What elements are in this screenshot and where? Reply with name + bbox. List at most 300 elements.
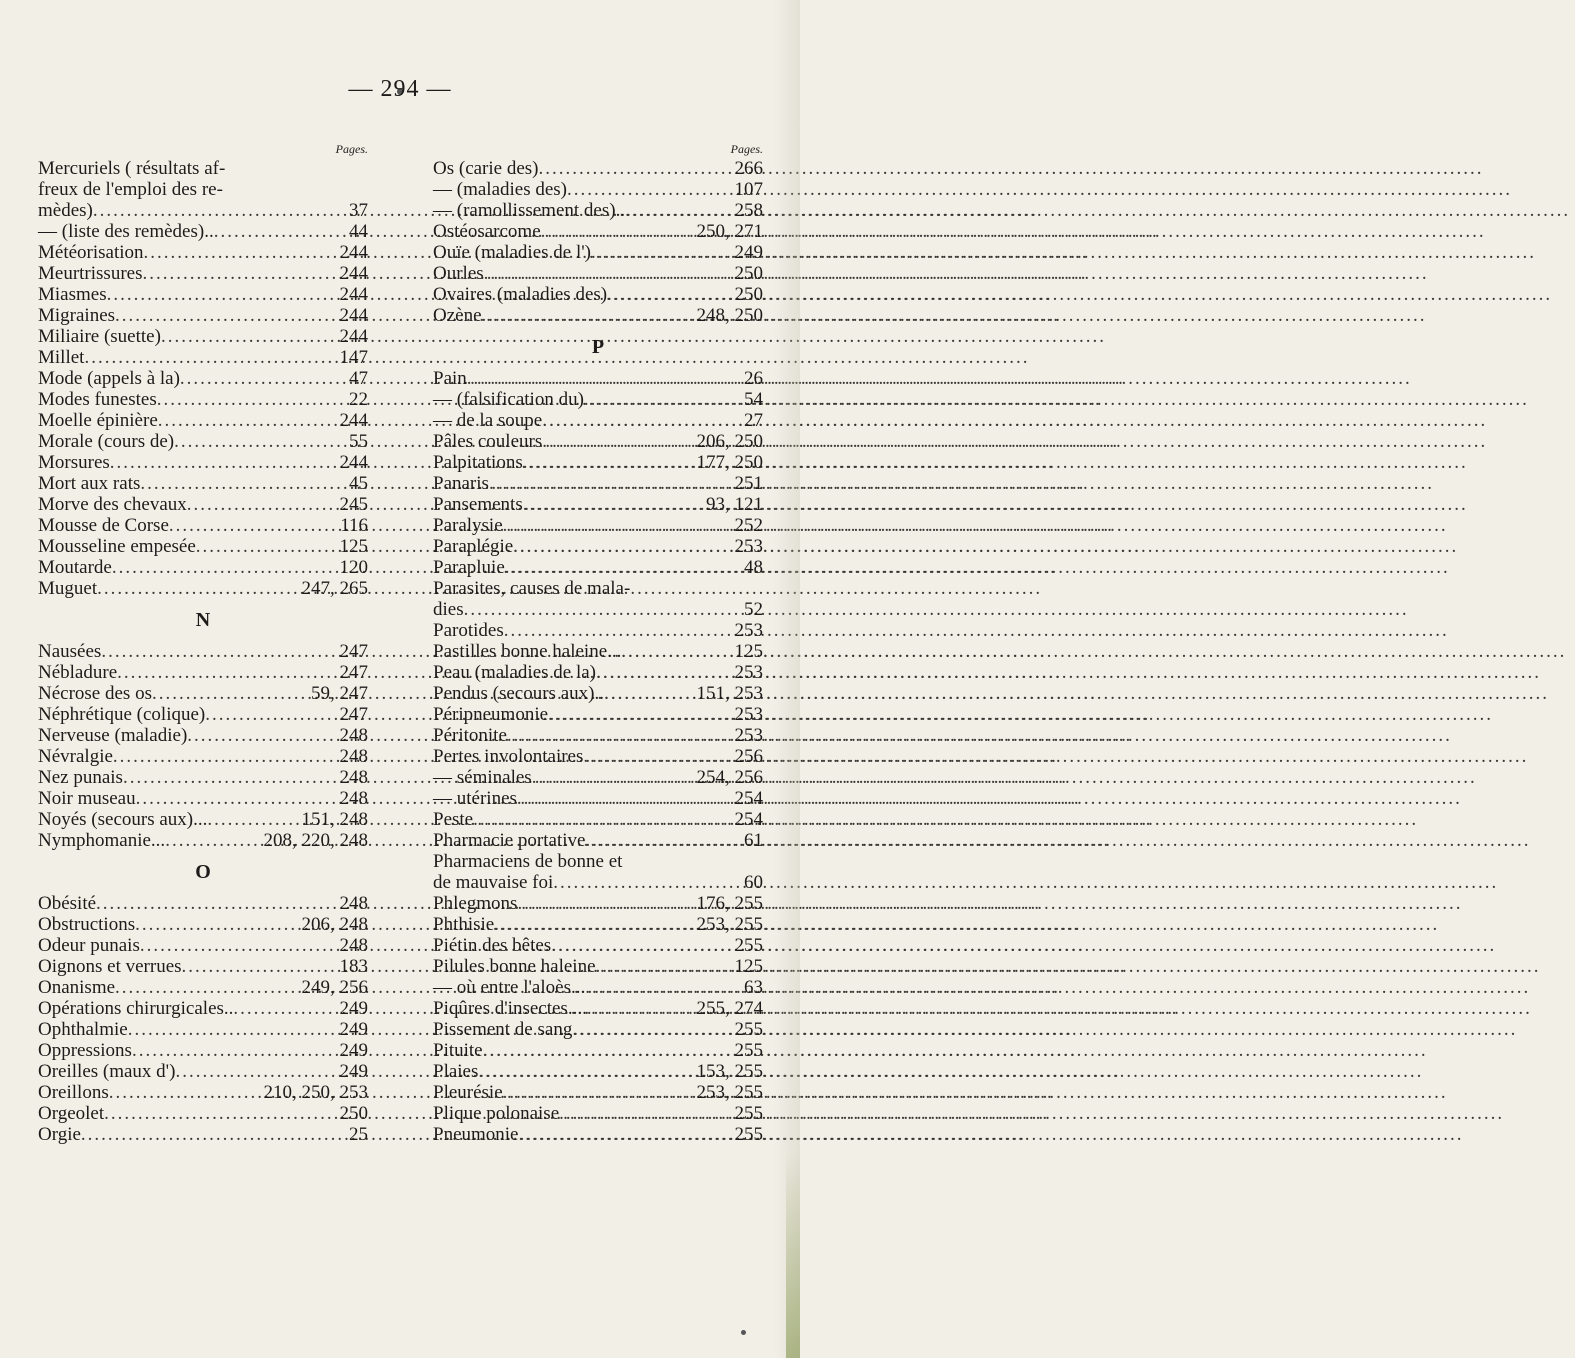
entry-page-numbers: 249, 256: [301, 977, 368, 998]
entry-label: Ozène: [433, 305, 482, 326]
index-entry: [433, 830, 763, 851]
index-entry: [38, 221, 368, 242]
index-entry: [433, 746, 763, 767]
pages-header: Pages.: [730, 142, 763, 156]
entry-label: Ostéosarcome: [433, 221, 541, 242]
entry-page-numbers: 25: [349, 1124, 368, 1145]
dot-leader: [517, 788, 733, 809]
dot-leader: [123, 767, 338, 788]
entry-page-numbers: 247: [339, 641, 368, 662]
entry-page-numbers: 47: [349, 368, 368, 389]
index-entry: [38, 1061, 368, 1082]
entry-page-numbers: 63: [744, 977, 763, 998]
entry-page-numbers: 258: [734, 200, 763, 221]
index-entry: [433, 788, 763, 809]
entry-label: Miliaire (suette): [38, 326, 161, 347]
entry-page-numbers: 247, 265: [301, 578, 368, 599]
dot-leader: [483, 1040, 733, 1061]
entry-page-numbers: 250: [734, 263, 763, 284]
index-entry: [433, 914, 763, 935]
entry-label: — séminales: [433, 767, 532, 788]
dot-leader: [113, 746, 338, 767]
entry-label: Piétin des bêtes: [433, 935, 552, 956]
entry-label: Néphrétique (colique): [38, 704, 206, 725]
dot-leader: [182, 956, 338, 977]
entry-page-numbers: 125: [734, 641, 763, 662]
index-entry: [38, 242, 368, 263]
dot-leader: [205, 704, 337, 725]
dot-leader: [523, 452, 695, 473]
entry-page-numbers: 125: [339, 536, 368, 557]
index-entry: [433, 872, 763, 893]
index-entry: [433, 893, 763, 914]
index-entry: [433, 515, 763, 536]
entry-page-numbers: 249: [339, 1061, 368, 1082]
index-entry: [433, 536, 763, 557]
entry-label: Millet: [38, 347, 85, 368]
entry-page-numbers: 22: [349, 389, 368, 410]
dot-leader: [161, 326, 338, 347]
entry-page-numbers: 244: [339, 242, 368, 263]
entry-label: Palpitations: [433, 452, 523, 473]
dot-leader: [207, 809, 299, 830]
entry-page-numbers: 253: [734, 725, 763, 746]
entry-page-numbers: 153, 255: [696, 1061, 763, 1082]
dot-leader: [505, 557, 742, 578]
dot-leader: [583, 746, 732, 767]
entry-label: Muguet: [38, 578, 98, 599]
entry-label: Mousseline empesée: [38, 536, 196, 557]
entry-label: Oignons et verrues: [38, 956, 182, 977]
entry-page-numbers: 253, 255: [696, 914, 763, 935]
dot-leader: [542, 410, 742, 431]
entry-page-numbers: 125: [734, 956, 763, 977]
entry-label: Paraplégie: [433, 536, 514, 557]
entry-label: — (falsification du): [433, 389, 584, 410]
dot-leader: [180, 368, 347, 389]
entry-label: Nez punais: [38, 767, 123, 788]
dot-leader: [96, 893, 337, 914]
page-number: — 294 —: [348, 76, 452, 102]
dot-leader: [503, 1082, 695, 1103]
index-entry: [433, 977, 763, 998]
index-entry: [433, 557, 763, 578]
entry-label: Orgeolet: [38, 1103, 105, 1124]
entry-page-numbers: 244: [339, 305, 368, 326]
entry-label: Péritonite: [433, 725, 507, 746]
dot-leader: [542, 431, 694, 452]
index-entry: [433, 389, 763, 410]
entry-page-numbers: 255: [734, 935, 763, 956]
entry-page-numbers: 245: [339, 494, 368, 515]
entry-page-numbers: 253: [734, 662, 763, 683]
index-entry: [38, 809, 368, 830]
entry-page-numbers: 244: [339, 284, 368, 305]
entry-label: Ovaires (maladies des): [433, 284, 608, 305]
entry-label: Pilules bonne haleine: [433, 956, 596, 977]
entry-label: Pastilles bonne haleine...: [433, 641, 622, 662]
dot-leader: [165, 830, 261, 851]
dot-leader: [152, 683, 309, 704]
index-entry: [38, 536, 368, 557]
dot-leader: [517, 893, 694, 914]
dot-leader: [101, 641, 337, 662]
entry-label: mèdes): [38, 200, 93, 221]
entry-page-numbers: 254: [734, 809, 763, 830]
index-entry: [38, 977, 368, 998]
entry-label: Mousse de Corse: [38, 515, 169, 536]
entry-page-numbers: 244: [339, 410, 368, 431]
entry-label: Peau (maladies de la): [433, 662, 597, 683]
entry-label: Peste: [433, 809, 474, 830]
dot-leader: [596, 662, 732, 683]
entry-label: Orgie: [38, 1124, 81, 1145]
dot-leader: [467, 368, 742, 389]
index-entry: [433, 767, 763, 788]
entry-page-numbers: 252: [734, 515, 763, 536]
entry-label: — (liste des remèdes)..: [38, 221, 214, 242]
index-entry: [38, 914, 368, 935]
index-entry: [38, 410, 368, 431]
dot-leader: [607, 284, 732, 305]
entry-label: Piqûres d'insectes....: [433, 998, 587, 1019]
entry-label: Nerveuse (maladie): [38, 725, 188, 746]
entry-label: Panaris: [433, 473, 489, 494]
entry-label: Parotides: [433, 620, 504, 641]
dot-leader: [104, 1103, 337, 1124]
entry-label: Plique polonaise: [433, 1103, 560, 1124]
entry-label: Obésité: [38, 893, 97, 914]
entry-page-numbers: 249: [734, 242, 763, 263]
index-entry: [433, 1040, 763, 1061]
entry-label: Ourles: [433, 263, 484, 284]
entry-label: Migraines: [38, 305, 116, 326]
entry-page-numbers: 250: [339, 1103, 368, 1124]
index-entry: [38, 1040, 368, 1061]
index-entry: [433, 284, 763, 305]
entry-label: Péripneumonie: [433, 704, 549, 725]
index-entry: [38, 368, 368, 389]
dot-leader: [572, 1019, 732, 1040]
entry-label: Parapluie: [433, 557, 505, 578]
index-entry: [433, 305, 763, 326]
index-entry: [433, 1124, 763, 1145]
entry-page-numbers: 107: [734, 179, 763, 200]
index-entry: [433, 1103, 763, 1124]
index-entry: [38, 515, 368, 536]
entry-page-numbers: 255: [734, 1040, 763, 1061]
entry-label: Pansements: [433, 494, 523, 515]
index-entry: [38, 284, 368, 305]
dot-leader: [507, 725, 733, 746]
dot-leader: [174, 431, 347, 452]
index-entry: [38, 893, 368, 914]
entry-page-numbers: 206, 248: [301, 914, 368, 935]
index-entry: [433, 473, 763, 494]
index-entry: [38, 830, 368, 851]
entry-page-numbers: 55: [349, 431, 368, 452]
dot-leader: [494, 914, 694, 935]
index-entry: [433, 725, 763, 746]
entry-page-numbers: 256: [734, 746, 763, 767]
entry-label: Pâles couleurs: [433, 431, 543, 452]
index-entry: [433, 683, 763, 704]
entry-page-numbers: 248: [339, 788, 368, 809]
dot-leader: [596, 956, 733, 977]
entry-label: Moelle épinière: [38, 410, 158, 431]
entry-label: Pissement de sang: [433, 1019, 573, 1040]
index-entry: [38, 683, 368, 704]
index-entry: [38, 998, 368, 1019]
entry-label: Pendus (secours aux)..: [433, 683, 604, 704]
entry-label: — de la soupe: [433, 410, 543, 431]
dot-leader: [551, 935, 732, 956]
dot-leader: [112, 557, 338, 578]
index-entry: [38, 662, 368, 683]
entry-label: Miasmes: [38, 284, 107, 305]
index-entry: [38, 473, 368, 494]
index-entry: [38, 452, 368, 473]
index-entry: [38, 788, 368, 809]
index-entry: [433, 662, 763, 683]
dot-leader: [136, 788, 338, 809]
entry-label: Ophthalmie: [38, 1019, 128, 1040]
entry-page-numbers: 151, 253: [696, 683, 763, 704]
entry-page-numbers: 52: [744, 599, 763, 620]
index-entry: [38, 1019, 368, 1040]
entry-page-numbers: 251: [734, 473, 763, 494]
dot-leader: [187, 494, 338, 515]
entry-label: Parasites, causes de mala-: [433, 578, 631, 599]
entry-page-numbers: 248: [339, 725, 368, 746]
entry-label: Morale (cours de): [38, 431, 175, 452]
dot-leader: [107, 284, 338, 305]
dot-leader: [115, 977, 299, 998]
entry-label: Oreillons: [38, 1082, 109, 1103]
entry-page-numbers: 255, 274: [696, 998, 763, 1019]
entry-label: Os (carie des): [433, 158, 539, 179]
dot-leader: [233, 998, 337, 1019]
dot-leader: [128, 1019, 338, 1040]
dot-leader: [214, 221, 347, 242]
index-entry: [38, 389, 368, 410]
dot-leader: [140, 473, 347, 494]
entry-page-numbers: 250, 271: [696, 221, 763, 242]
section-letter: N: [195, 609, 211, 631]
dot-leader: [621, 641, 732, 662]
index-column-left: [38, 142, 368, 1145]
dot-leader: [559, 1103, 732, 1124]
entry-label: Mode (appels à la): [38, 368, 180, 389]
index-entry: [38, 494, 368, 515]
dot-leader: [625, 200, 732, 221]
index-entry: [38, 557, 368, 578]
entry-page-numbers: 60: [744, 872, 763, 893]
index-entry: [433, 704, 763, 725]
dot-leader: [519, 1124, 733, 1145]
entry-page-numbers: 244: [339, 452, 368, 473]
entry-page-numbers: 48: [744, 557, 763, 578]
entry-page-numbers: 244: [339, 326, 368, 347]
entry-label: — (ramollissement des)..: [433, 200, 626, 221]
index-entry: [38, 326, 368, 347]
index-entry: [38, 200, 368, 221]
entry-page-numbers: 210, 250, 253: [263, 1082, 368, 1103]
entry-page-numbers: 253, 255: [696, 1082, 763, 1103]
dot-leader: [135, 914, 299, 935]
index-entry: [433, 410, 763, 431]
entry-page-numbers: 254, 256: [696, 767, 763, 788]
entry-page-numbers: 27: [744, 410, 763, 431]
entry-page-numbers: 116: [340, 515, 368, 536]
dot-leader: [144, 242, 338, 263]
index-entry: [433, 494, 763, 515]
index-entry: [433, 179, 763, 200]
entry-page-numbers: 249: [339, 998, 368, 1019]
entry-label: Pharmacie portative: [433, 830, 586, 851]
entry-page-numbers: 247: [339, 662, 368, 683]
dot-leader: [585, 830, 742, 851]
entry-label: Modes funestes: [38, 389, 157, 410]
entry-label: Névralgie: [38, 746, 113, 767]
entry-page-numbers: 253: [734, 536, 763, 557]
index-entry: [38, 641, 368, 662]
entry-label: Météorisation: [38, 242, 144, 263]
dot-leader: [541, 221, 695, 242]
entry-label: Noir museau: [38, 788, 136, 809]
page-edge-stain: [786, 1150, 800, 1358]
entry-label: dies: [433, 599, 464, 620]
index-entry: [38, 935, 368, 956]
entry-label: Nausées: [38, 641, 102, 662]
entry-label: Plaies: [433, 1061, 479, 1082]
entry-page-numbers: 248: [339, 746, 368, 767]
dot-leader: [567, 179, 732, 200]
entry-label: — (maladies des): [433, 179, 568, 200]
section-letter: P: [591, 336, 605, 358]
entry-page-numbers: 255: [734, 1103, 763, 1124]
entry-page-numbers: 45: [349, 473, 368, 494]
dot-leader: [585, 977, 742, 998]
entry-label: Nécrose des os: [38, 683, 152, 704]
dot-leader: [142, 263, 337, 284]
index-entry: [38, 179, 368, 200]
index-entry: [433, 263, 763, 284]
entry-label: Ouïe (maladies de l'): [433, 242, 592, 263]
entry-page-numbers: 61: [744, 830, 763, 851]
dot-leader: [503, 515, 733, 536]
entry-label: Pleurésie: [433, 1082, 503, 1103]
entry-label: Opérations chirurgicales..: [38, 998, 234, 1019]
index-entry: [38, 305, 368, 326]
index-entry: [38, 263, 368, 284]
index-entry: [38, 347, 368, 368]
entry-page-numbers: 249: [339, 1040, 368, 1061]
entry-page-numbers: 54: [744, 389, 763, 410]
dot-leader: [484, 263, 733, 284]
entry-label: Mort aux rats: [38, 473, 141, 494]
entry-page-numbers: 177, 250: [696, 452, 763, 473]
entry-page-numbers: 255: [734, 1124, 763, 1145]
dot-leader: [523, 494, 704, 515]
dot-leader: [84, 347, 337, 368]
entry-label: Phlegmons: [433, 893, 518, 914]
index-entry: [433, 599, 763, 620]
index-entry: [433, 851, 763, 872]
entry-page-numbers: 120: [339, 557, 368, 578]
dot-leader: [117, 662, 337, 683]
dot-leader: [464, 599, 742, 620]
index-column-right: [433, 142, 763, 1145]
entry-page-numbers: 37: [349, 200, 368, 221]
index-entry: [433, 452, 763, 473]
entry-page-numbers: 253: [734, 704, 763, 725]
entry-page-numbers: 206, 250: [696, 431, 763, 452]
index-entry: [38, 431, 368, 452]
entry-label: Nébladure: [38, 662, 118, 683]
index-entry: [38, 578, 368, 599]
dot-leader: [532, 767, 695, 788]
entry-page-numbers: 26: [744, 368, 763, 389]
entry-label: Phthisie: [433, 914, 495, 935]
entry-label: Pharmaciens de bonne et: [433, 851, 623, 872]
dot-leader: [587, 998, 695, 1019]
entry-page-numbers: 93, 121: [706, 494, 763, 515]
dot-leader: [97, 578, 299, 599]
dot-leader: [132, 1040, 338, 1061]
dot-leader: [157, 389, 347, 410]
index-entry: [433, 1082, 763, 1103]
dot-leader: [93, 200, 347, 221]
entry-page-numbers: 151, 248: [301, 809, 368, 830]
index-entry: [38, 1124, 368, 1145]
index-entry: [38, 1082, 368, 1103]
dot-leader: [489, 473, 733, 494]
entry-label: Pertes involontaires: [433, 746, 584, 767]
entry-label: Meurtrissures: [38, 263, 143, 284]
entry-label: Pneumonie: [433, 1124, 519, 1145]
entry-label: Oppressions: [38, 1040, 132, 1061]
entry-label: — où entre l'aloès...: [433, 977, 586, 998]
entry-label: Paralysie: [433, 515, 503, 536]
entry-page-numbers: 244: [339, 263, 368, 284]
entry-page-numbers: 249: [339, 1019, 368, 1040]
pages-header: Pages.: [335, 142, 368, 156]
dot-leader: [109, 1082, 262, 1103]
index-entry: [38, 704, 368, 725]
entry-label: freux de l'emploi des re-: [38, 179, 223, 200]
entry-page-numbers: 176, 255: [696, 893, 763, 914]
index-entry: [433, 998, 763, 1019]
index-entry: [433, 956, 763, 977]
entry-page-numbers: 44: [349, 221, 368, 242]
index-entry: [433, 431, 763, 452]
dot-leader: [604, 683, 695, 704]
dot-leader: [482, 305, 695, 326]
dot-leader: [196, 536, 338, 557]
dot-leader: [110, 452, 338, 473]
index-entry: [433, 221, 763, 242]
dot-leader: [473, 809, 732, 830]
dot-leader: [548, 704, 732, 725]
index-entry: [433, 200, 763, 221]
dot-leader: [175, 1061, 337, 1082]
dot-leader: [591, 242, 732, 263]
index-entry: [433, 641, 763, 662]
dot-leader: [513, 536, 732, 557]
index-entry: [433, 620, 763, 641]
entry-label: Pituite: [433, 1040, 483, 1061]
